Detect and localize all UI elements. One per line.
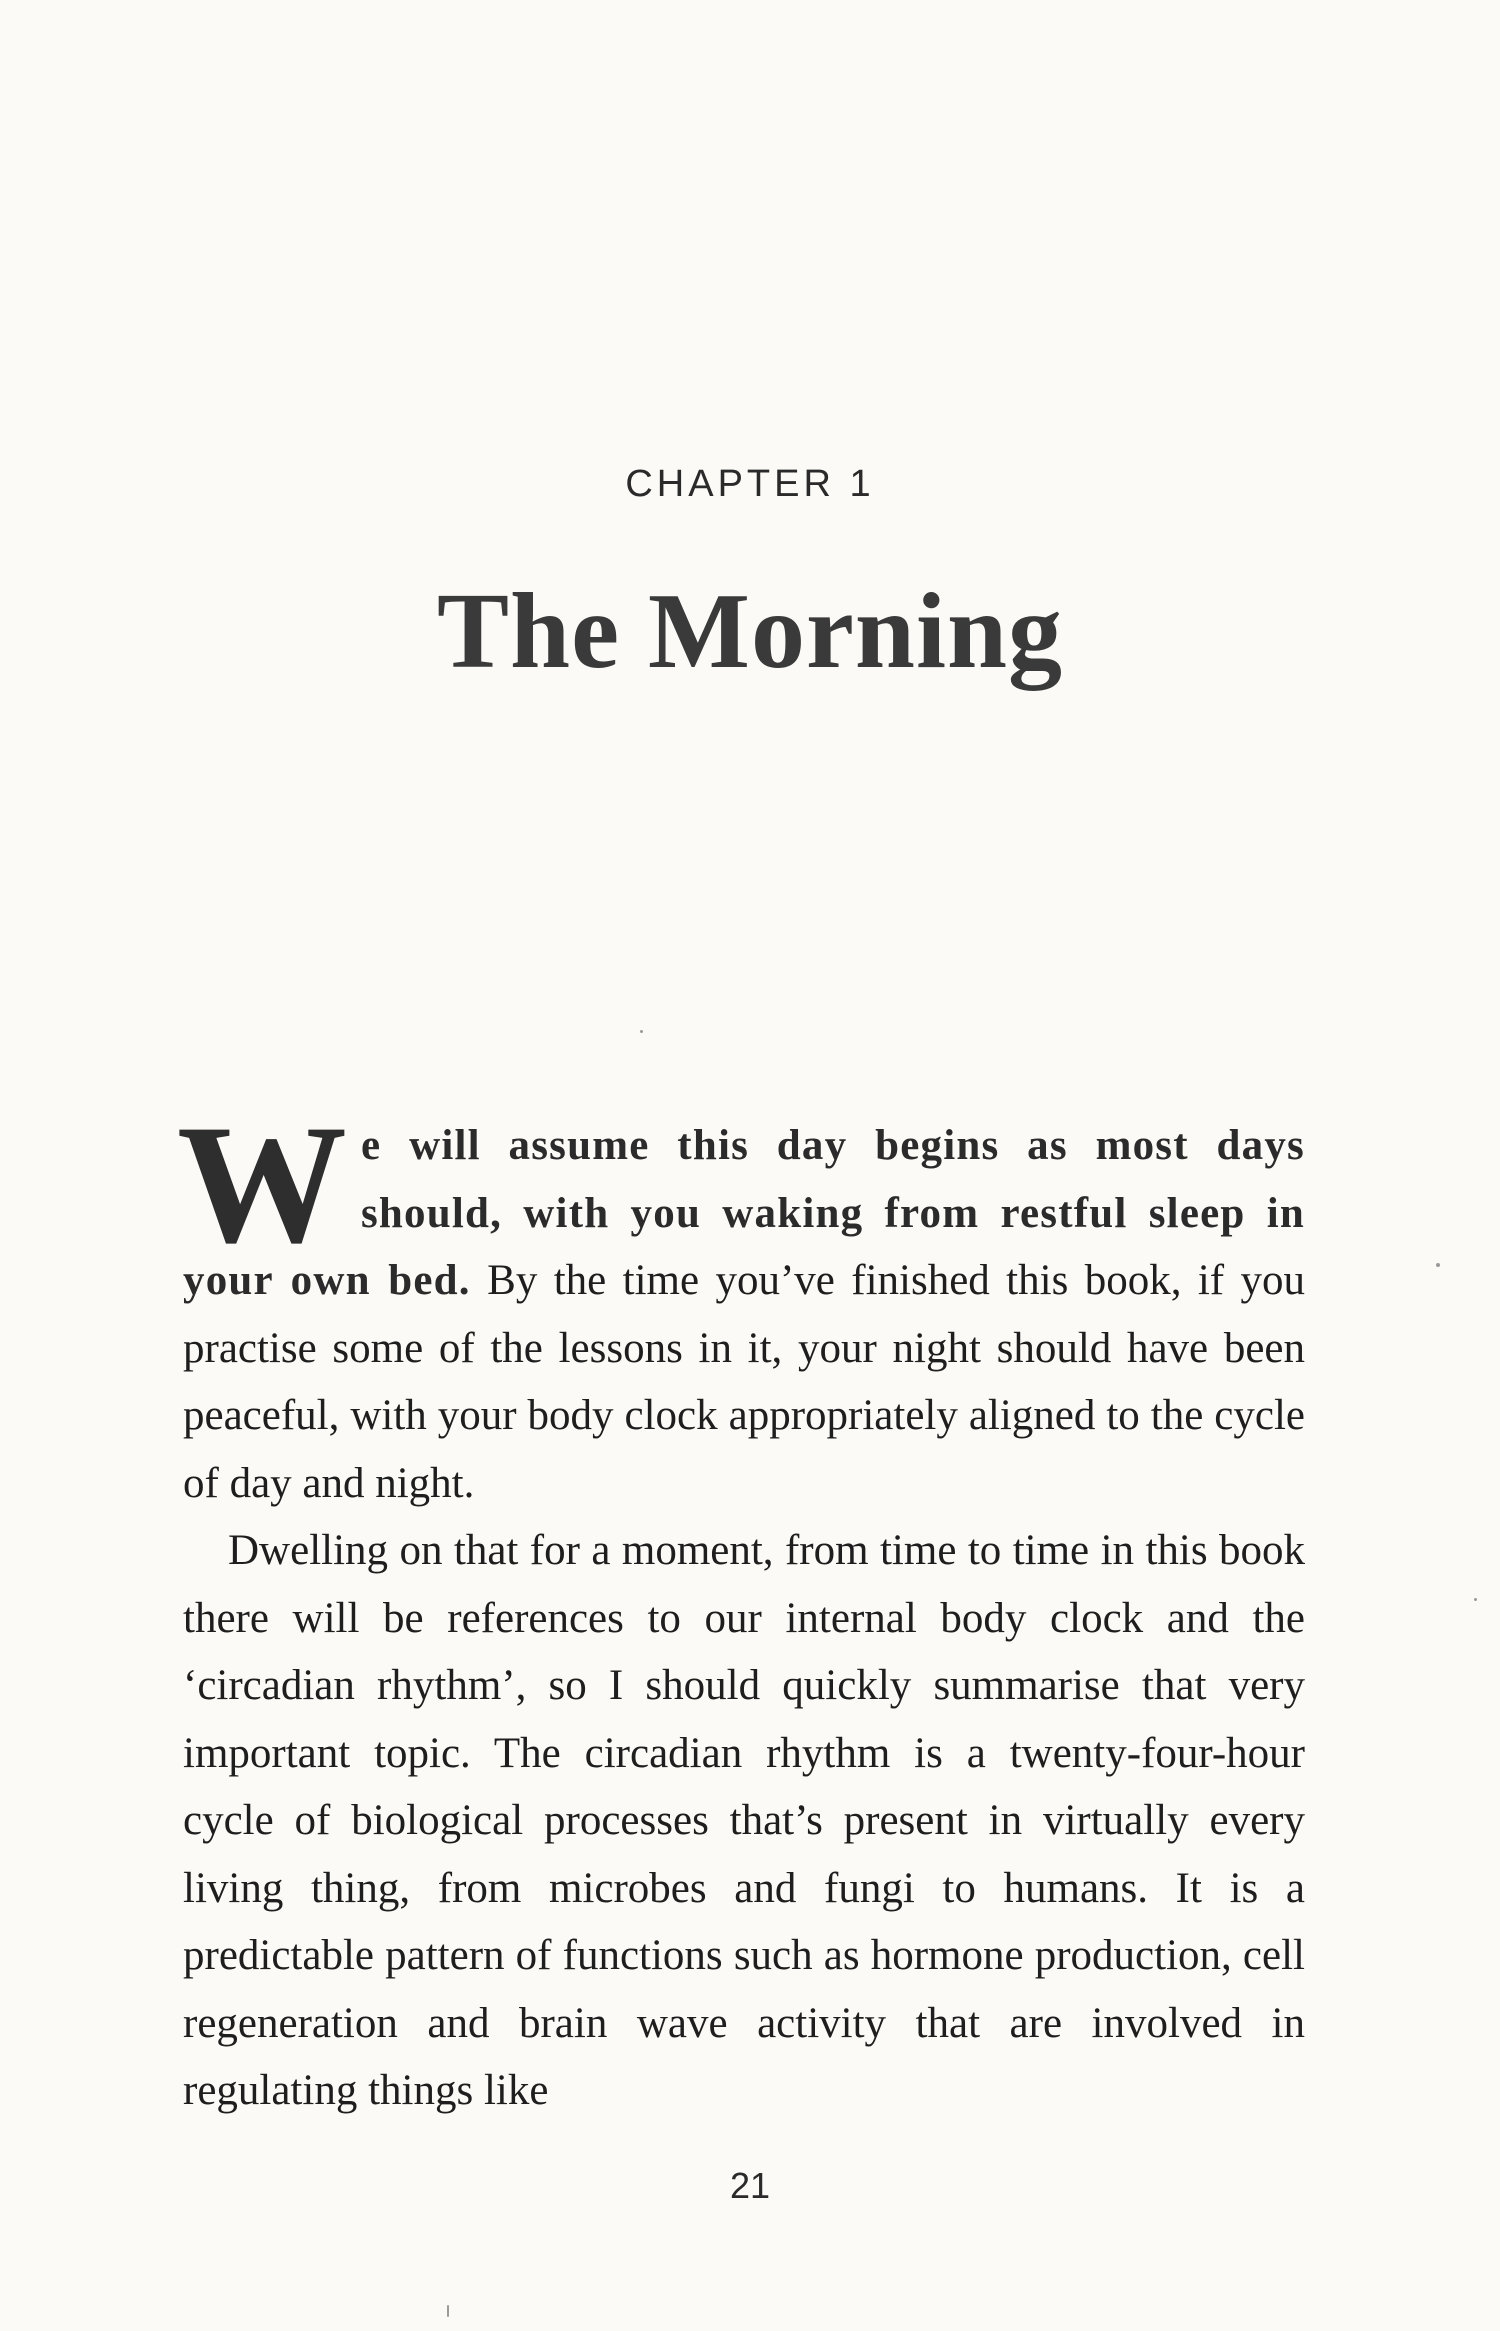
paragraph-1-text: By the time you’ve finished this book, if you practise some of the lessons in it, your night should have been peaceful, with your body clock appropriately aligned to the cycle of day and night. bbox=[183, 1257, 1305, 1507]
paper-speck bbox=[1474, 1598, 1477, 1601]
drop-cap: W bbox=[177, 1090, 347, 1278]
paper-speck bbox=[640, 1030, 643, 1033]
paragraph-1 bbox=[177, 1090, 1305, 1517]
paper-speck bbox=[1436, 1263, 1440, 1267]
paper-speck bbox=[447, 2305, 449, 2317]
page-number: 21 bbox=[729, 2165, 771, 2206]
chapter-title: The Morning bbox=[436, 572, 1064, 691]
chapter-body bbox=[177, 1090, 1305, 2125]
paragraph-2: Dwelling on that for a moment, from time to time in this book there will be references to our internal body clock and the ‘circadian rhythm’, so I should quickly summarise that very important topic. The circadian rhythm is a twenty-four-hour cycle of biological processes that’s present in virtually every living thing, from microbes and fungi to humans. It is a predictable pattern of functions such as hormone production, cell regeneration and brain wave activity that are involved in regulating things like bbox=[183, 1527, 1305, 2114]
chapter-label: CHAPTER 1 bbox=[625, 463, 875, 505]
lead-in-text: e will assume this day begins as most days should, with you waking from restful sleep in your own bed. bbox=[183, 1122, 1305, 1304]
